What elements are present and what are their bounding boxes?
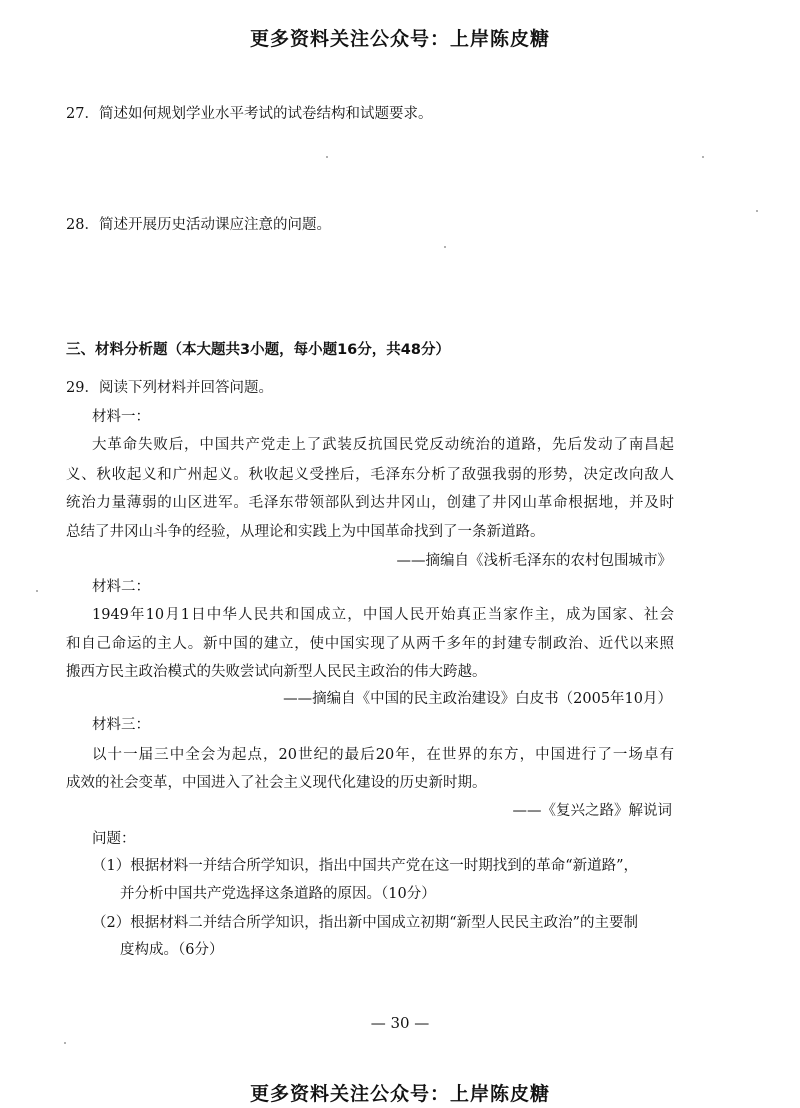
material-1-source: ——摘编自《浅析毛泽东的农村包围城市》: [396, 553, 672, 569]
sub-question-2: （2）根据材料二并结合所学知识，指出新中国成立初期“新型人民民主政治”的主要制: [92, 915, 639, 931]
material-2-line: 搬西方民主政治模式的失败尝试向新型人民民主政治的伟大跨越。: [66, 664, 487, 680]
material-3-source: ——《复兴之路》解说词: [512, 803, 672, 819]
scan-speck: [64, 1042, 66, 1044]
material-2-line: 1949年10月1日中华人民共和国成立，中国人民开始真正当家作主，成为国家、社会: [92, 607, 674, 623]
page-number: — 30 —: [370, 1014, 430, 1032]
section-3-title: 三、材料分析题（本大题共3小题，每小题16分，共48分）: [66, 342, 450, 358]
material-2-line: 和自己命运的主人。新中国的建立，使中国实现了从两千多年的封建专制政治、近代以来照: [66, 636, 674, 652]
question-28: 28．简述开展历史活动课应注意的问题。: [66, 217, 331, 233]
material-3-label: 材料三：: [92, 717, 150, 733]
question-29-intro: 29．阅读下列材料并回答问题。: [66, 380, 273, 396]
footer-banner: 更多资料关注公众号：上岸陈皮糖: [249, 1083, 550, 1105]
sub-question-1: （1）根据材料一并结合所学知识，指出中国共产党在这一时期找到的革命“新道路”，: [92, 858, 639, 874]
scan-speck: [36, 590, 38, 592]
sub-question-2-cont: 度构成。（6分）: [120, 942, 224, 958]
material-3-line: 以十一届三中全会为起点，20世纪的最后20年，在世界的东方，中国进行了一场卓有: [92, 747, 674, 763]
header-banner: 更多资料关注公众号：上岸陈皮糖: [249, 28, 550, 50]
material-2-source: ——摘编自《中国的民主政治建设》白皮书（2005年10月）: [283, 691, 672, 707]
questions-label: 问题：: [92, 831, 136, 847]
question-27: 27．简述如何规划学业水平考试的试卷结构和试题要求。: [66, 106, 433, 122]
material-2-label: 材料二：: [92, 579, 150, 595]
sub-question-1-cont: 并分析中国共产党选择这条道路的原因。（10分）: [120, 886, 436, 902]
material-1-line: 统治力量薄弱的山区进军。毛泽东带领部队到达井冈山，创建了井冈山革命根据地，并及时: [66, 495, 674, 511]
scan-speck: [756, 210, 758, 212]
material-1-line: 总结了井冈山斗争的经验，从理论和实践上为中国革命找到了一条新道路。: [66, 524, 545, 540]
scan-speck: [444, 246, 446, 248]
material-1-line: 大革命失败后，中国共产党走上了武装反抗国民党反动统治的道路，先后发动了南昌起: [92, 437, 674, 453]
material-1-label: 材料一：: [92, 409, 150, 425]
material-1-line: 义、秋收起义和广州起义。秋收起义受挫后，毛泽东分析了敌强我弱的形势，决定改向敌人: [66, 467, 674, 483]
material-3-line: 成效的社会变革，中国进入了社会主义现代化建设的历史新时期。: [66, 775, 487, 791]
scan-speck: [702, 156, 704, 158]
scan-speck: [326, 156, 328, 158]
